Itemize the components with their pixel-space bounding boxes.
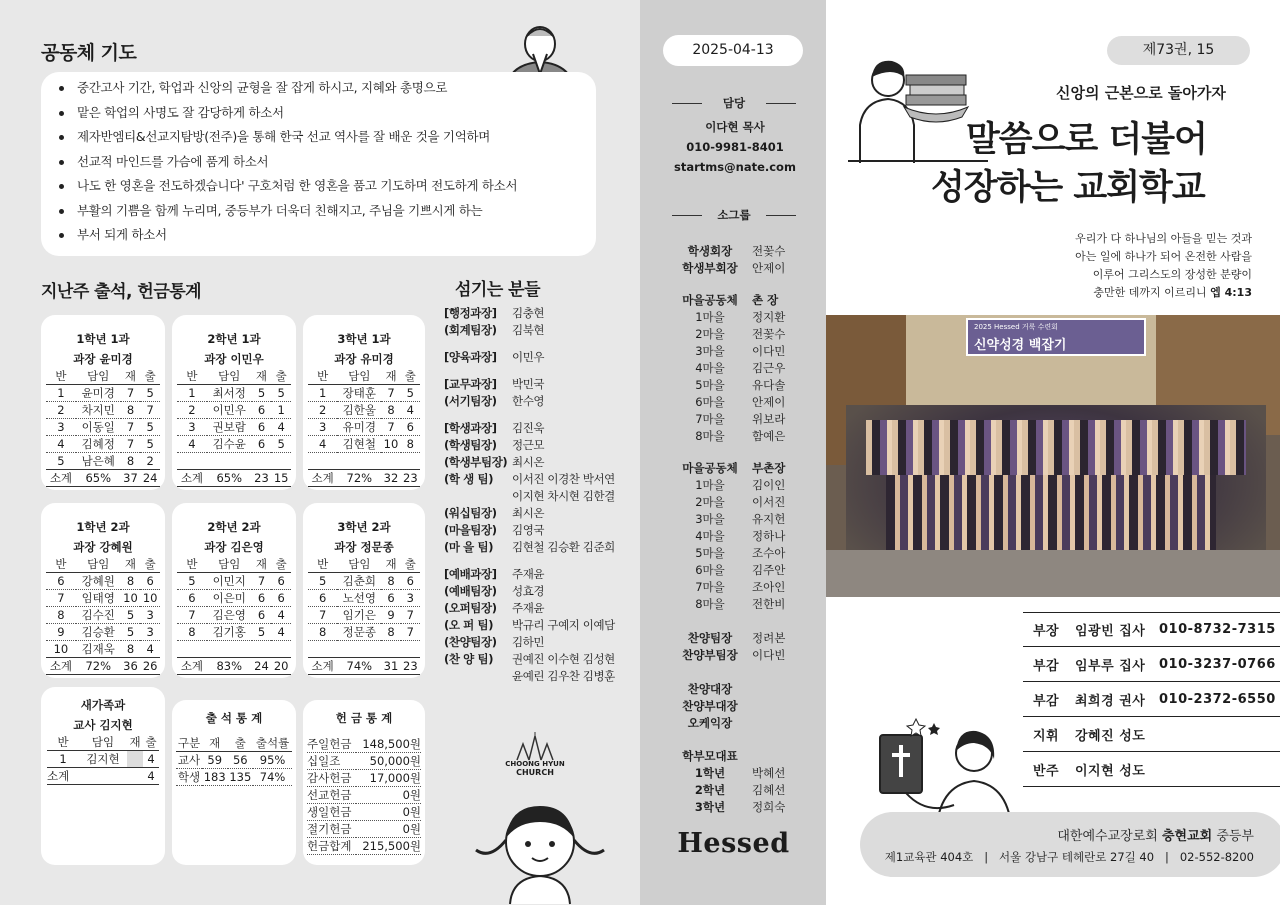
card-subtitle: 과장 유미경 bbox=[334, 352, 394, 366]
class-card bbox=[303, 503, 425, 678]
subtotal-row: 소계 65% 23 15 bbox=[177, 470, 291, 487]
group-row: 7마을 조아인 bbox=[695, 580, 786, 594]
group-row: 1마을 정지환 bbox=[695, 310, 786, 324]
class-table: 반 담임 재 출 5 김춘희 8 6 6 노선영 6 3 7 임기은 9 7 8 정문종 8 7 소계 74% 31 23 bbox=[308, 557, 420, 675]
group-row: 3학년 정희숙 bbox=[694, 800, 786, 814]
group-row: 학생회장 전꽃수 bbox=[687, 244, 786, 258]
card-title: 3학년 2과 bbox=[337, 520, 391, 534]
group-photo bbox=[826, 315, 1280, 597]
prayer-item-cont: 맡은 학업의 사명도 잘 감당하게 하소서 bbox=[55, 101, 596, 126]
table-row: 6 노선영 6 3 bbox=[308, 590, 420, 607]
group-row: 3마을 유지헌 bbox=[695, 512, 786, 526]
card-title: 1학년 2과 bbox=[76, 520, 130, 534]
table-row: 생일헌금 0원 bbox=[307, 805, 421, 819]
table-row: 선교헌금 0원 bbox=[307, 788, 421, 802]
serve-row: (찬 양 팀) 권예진 이수현 김성현 bbox=[444, 652, 615, 666]
group-row: 8마을 함예은 bbox=[695, 429, 786, 443]
group-row: 8마을 전한비 bbox=[695, 597, 786, 611]
group-row: 1마을 김이인 bbox=[695, 478, 786, 492]
staff-table bbox=[1023, 612, 1280, 787]
table-row: 7 임기은 9 7 bbox=[308, 607, 420, 624]
serve-row: [예배과장] 주재윤 bbox=[444, 567, 545, 581]
table-row: 헌금합계 215,500원 bbox=[307, 839, 421, 853]
group-row: 찬양부대장 bbox=[682, 699, 738, 713]
table-row: 9 김승환 5 3 bbox=[46, 624, 160, 641]
serve-row: (학생부팀장) 최시온 bbox=[444, 455, 545, 469]
table-row: 1 최서정 5 5 bbox=[177, 385, 291, 402]
prayer-item: 나도 한 영혼을 전도하겠습니다' 구호처럼 한 영혼을 품고 기도하며 전도하게 하소서 bbox=[55, 174, 596, 199]
table-row: 3 이동일 7 5 bbox=[46, 419, 160, 436]
prayer-item-cont: 선교적 마인드를 가슴에 품게 하소서 bbox=[55, 150, 596, 175]
table-row: 십일조 50,000원 bbox=[307, 754, 421, 768]
table-row: 2 이민우 6 1 bbox=[177, 402, 291, 419]
table-row: 3 권보람 6 4 bbox=[177, 419, 291, 436]
subtotal-row: 소계 74% 31 23 bbox=[308, 658, 420, 675]
charge-info: 이다현 목사 010-9981-8401 startms@nate.com bbox=[674, 120, 796, 174]
new-family-table: 반 담임 재 출 1 김지현 4 소계 4 bbox=[47, 735, 159, 785]
table-row: 1 장태훈 7 5 bbox=[308, 385, 420, 402]
serve-row: (학 생 팀) 이서진 이경찬 박서연 bbox=[444, 472, 615, 486]
table-row: 10 김재욱 8 4 bbox=[46, 641, 160, 658]
right-panel bbox=[826, 0, 1280, 905]
group-row: 2마을 이서진 bbox=[695, 495, 786, 509]
group-row: 5마을 조수아 bbox=[695, 546, 786, 560]
group-list bbox=[668, 243, 818, 816]
group-row: 6마을 안제이 bbox=[695, 395, 786, 409]
card-subtitle: 과장 정문종 bbox=[334, 540, 394, 554]
hessed-logo: Hessed bbox=[677, 828, 790, 859]
class-card bbox=[41, 503, 165, 678]
table-row: 8 정문종 8 7 bbox=[308, 624, 420, 641]
table-row bbox=[177, 453, 291, 470]
cover-title-1: 말씀으로 더불어 bbox=[966, 120, 1207, 160]
prayer-box bbox=[41, 72, 596, 256]
table-row bbox=[308, 453, 420, 470]
staff-row: 지휘 강혜진 성도 bbox=[1023, 717, 1280, 752]
staff-row: 부장 임광빈 집사 010-8732-7315 bbox=[1023, 612, 1280, 647]
bible-verse: 우리가 다 하나님의 아들을 믿는 것과 아는 일에 하나가 되어 온전한 사람을 이루어 그리스도의 장성한 분량이 충만한 데까지 이르리니 엡 4:13 bbox=[1075, 232, 1252, 299]
cover-title-2: 성장하는 교회학교 bbox=[931, 168, 1205, 208]
group-row: 학생부회장 안제이 bbox=[682, 261, 786, 275]
group-row: 마을공동체 부촌장 bbox=[682, 461, 786, 475]
group-row: 1학년 박혜선 bbox=[694, 766, 786, 780]
table-row: 주일헌금 148,500원 bbox=[307, 737, 421, 751]
table-row: 8 김수진 5 3 bbox=[46, 607, 160, 624]
group-row: 마을공동체 촌 장 bbox=[682, 293, 779, 307]
prayer-item-cont: 부서 되게 하소서 bbox=[55, 223, 596, 248]
date-badge: 2025-04-13 bbox=[663, 35, 803, 66]
card-subtitle: 과장 김은영 bbox=[204, 540, 264, 554]
group-row: 2마을 전꽃수 bbox=[695, 327, 786, 341]
class-card bbox=[303, 315, 425, 490]
serve-row: (찬양팀장) 김하민 bbox=[444, 635, 545, 649]
group-row: 찬양팀장 정려본 bbox=[687, 631, 786, 645]
card-title: 헌 금 통 계 bbox=[335, 711, 393, 725]
table-row: 4 김현철 10 8 bbox=[308, 436, 420, 453]
church-logo-text: CHOONG HYUN CHURCH bbox=[505, 760, 565, 777]
prayer-title: 공동체 기도 bbox=[41, 42, 137, 64]
card-subtitle: 과장 강혜원 bbox=[73, 540, 133, 554]
attendance-table: 구분 재 출 출석률 교사 59 56 95% 학생 183 135 74% bbox=[176, 736, 292, 786]
serve-row: [교무과장] 박민국 bbox=[444, 377, 545, 391]
table-row: 절기헌금 0원 bbox=[307, 822, 421, 836]
table-row: 7 김은영 6 4 bbox=[177, 607, 291, 624]
card-title: 2학년 2과 bbox=[207, 520, 261, 534]
card-subtitle: 교사 김지현 bbox=[73, 718, 133, 732]
group-row: 6마을 김주안 bbox=[695, 563, 786, 577]
table-row: 2 김한울 8 4 bbox=[308, 402, 420, 419]
offering-table bbox=[307, 736, 421, 855]
table-row: 8 김기홍 5 4 bbox=[177, 624, 291, 641]
group-row: 5마을 유다솔 bbox=[695, 378, 786, 392]
church-address: 제1교육관 404호 | 서울 강남구 테헤란로 27길 40 | 02-552-8200 bbox=[884, 850, 1254, 864]
serve-title: 섬기는 분들 bbox=[455, 280, 541, 300]
serve-row: (오 퍼 팀) 박규리 구예지 이예담 bbox=[444, 618, 615, 632]
class-card bbox=[172, 315, 296, 490]
stats-title: 지난주 출석, 헌금통계 bbox=[41, 282, 202, 302]
serve-row: (서기팀장) 한수영 bbox=[444, 394, 545, 408]
serve-list bbox=[444, 305, 634, 695]
group-row: 4마을 김근우 bbox=[695, 361, 786, 375]
table-row: 감사헌금 17,000원 bbox=[307, 771, 421, 785]
class-card bbox=[172, 503, 296, 678]
table-row: 3 유미경 7 6 bbox=[308, 419, 420, 436]
prayer-item: 제자반엠티&선교지탐방(전주)을 통해 한국 선교 역사를 잘 배운 것을 기억하며 bbox=[55, 125, 596, 150]
staff-row: 반주 이지현 성도 bbox=[1023, 752, 1280, 787]
group-row: 오케익장 bbox=[687, 716, 733, 730]
prayer-item: 부활의 기쁨을 함께 누리며, 중등부가 더욱더 친해지고, 주님을 기쁘시게 하는 bbox=[55, 199, 596, 224]
subtotal-row: 소계 83% 24 20 bbox=[177, 658, 291, 675]
card-subtitle: 과장 윤미경 bbox=[73, 352, 133, 366]
class-table: 반 담임 재 출 5 이민지 7 6 6 이은미 6 6 7 김은영 6 4 8 김기홍 5 4 소계 83% 24 20 bbox=[177, 557, 291, 675]
offering-card bbox=[303, 700, 425, 865]
table-row: 6 이은미 6 6 bbox=[177, 590, 291, 607]
table-row: 4 김수윤 6 5 bbox=[177, 436, 291, 453]
group-row: 7마을 위보라 bbox=[695, 412, 786, 426]
table-row: 4 김혜정 7 5 bbox=[46, 436, 160, 453]
church-footer bbox=[860, 812, 1280, 877]
table-row bbox=[308, 641, 420, 658]
table-row: 1 윤미경 7 5 bbox=[46, 385, 160, 402]
group-row: 찬양부팀장 이다빈 bbox=[682, 648, 786, 662]
event-banner: 2025 Hessed 거룩 수련회 신약성경 백잡기 bbox=[966, 318, 1146, 356]
table-row: 5 김춘희 8 6 bbox=[308, 573, 420, 590]
serve-row: [양육과장] 이민우 bbox=[444, 350, 545, 364]
group-row: 학부모대표 bbox=[682, 749, 738, 763]
serve-row: (회계팀장) 김북현 bbox=[444, 323, 545, 337]
new-family-card bbox=[41, 687, 165, 865]
group-row: 찬양대장 bbox=[687, 682, 733, 696]
table-row: 5 남은혜 8 2 bbox=[46, 453, 160, 470]
card-title: 1학년 1과 bbox=[76, 332, 130, 346]
class-table: 반 담임 재 출 1 윤미경 7 5 2 차지민 8 7 3 이동일 7 5 4 김혜정 7 5 5 남은혜 8 2 소계 65% 37 24 bbox=[46, 369, 160, 487]
prayer-item: 중간고사 기간, 학업과 신앙의 균형을 잘 잡게 하시고, 지혜와 총명으로 bbox=[55, 76, 596, 101]
subtotal-row: 소계 72% 36 26 bbox=[46, 658, 160, 675]
group-row: 3마을 이다민 bbox=[695, 344, 786, 358]
group-row: 4마을 정하나 bbox=[695, 529, 786, 543]
card-title: 새가족과 bbox=[80, 698, 126, 712]
serve-row: 이지현 차시현 김한결 bbox=[512, 489, 615, 503]
card-title: 2학년 1과 bbox=[207, 332, 261, 346]
serve-row: [학생과장] 김진욱 bbox=[444, 421, 545, 435]
subtotal-row: 소계 65% 37 24 bbox=[46, 470, 160, 487]
table-row bbox=[177, 641, 291, 658]
serve-row: (마을팀장) 김영국 bbox=[444, 523, 545, 537]
serve-row: (학생팀장) 정근모 bbox=[444, 438, 545, 452]
serve-row: (워십팀장) 최시온 bbox=[444, 506, 545, 520]
subtotal-row: 소계 72% 32 23 bbox=[308, 470, 420, 487]
table-row: 5 이민지 7 6 bbox=[177, 573, 291, 590]
table-row: 2 차지민 8 7 bbox=[46, 402, 160, 419]
group-heading: 소그룹 bbox=[672, 207, 796, 223]
serve-row: (마 을 팀) 김현철 김승환 김준희 bbox=[444, 540, 615, 554]
staff-row: 부감 최희경 권사 010-2372-6550 bbox=[1023, 682, 1280, 717]
table-row: 7 임태영 10 10 bbox=[46, 590, 160, 607]
charge-heading: 담당 bbox=[672, 95, 796, 111]
card-title: 3학년 1과 bbox=[337, 332, 391, 346]
class-table: 반 담임 재 출 6 강혜원 8 6 7 임태영 10 10 8 김수진 5 3 9 김승환 5 3 10 김재욱 8 4 소계 72% 36 26 bbox=[46, 557, 160, 675]
serve-row: (오퍼팀장) 주재윤 bbox=[444, 601, 545, 615]
card-subtitle: 과장 이민우 bbox=[204, 352, 264, 366]
serve-row: [행정과장] 김충현 bbox=[444, 306, 545, 320]
table-row: 6 강혜원 8 6 bbox=[46, 573, 160, 590]
girl-thinking-icon bbox=[470, 800, 610, 905]
class-card bbox=[41, 315, 165, 490]
class-table: 반 담임 재 출 1 최서정 5 5 2 이민우 6 1 3 권보람 6 4 4 김수윤 6 5 소계 65% 23 15 bbox=[177, 369, 291, 487]
attendance-card bbox=[172, 700, 296, 865]
church-name: 대한예수교장로회 충현교회 중등부 bbox=[1057, 829, 1254, 844]
serve-row: 윤예린 김우찬 김병훈 bbox=[512, 669, 615, 683]
volume-badge: 제73권, 15 bbox=[1107, 36, 1250, 65]
serve-row: (예배팀장) 성효경 bbox=[444, 584, 545, 598]
card-title: 출 석 통 계 bbox=[205, 711, 263, 725]
class-table: 반 담임 재 출 1 장태훈 7 5 2 김한울 8 4 3 유미경 7 6 4 김현철 10 8 소계 72% 32 23 bbox=[308, 369, 420, 487]
group-row: 2학년 김혜선 bbox=[694, 783, 786, 797]
cover-subtitle: 신앙의 근본으로 돌아가자 bbox=[1056, 84, 1226, 102]
staff-row: 부감 임부루 집사 010-3237-0766 bbox=[1023, 647, 1280, 682]
